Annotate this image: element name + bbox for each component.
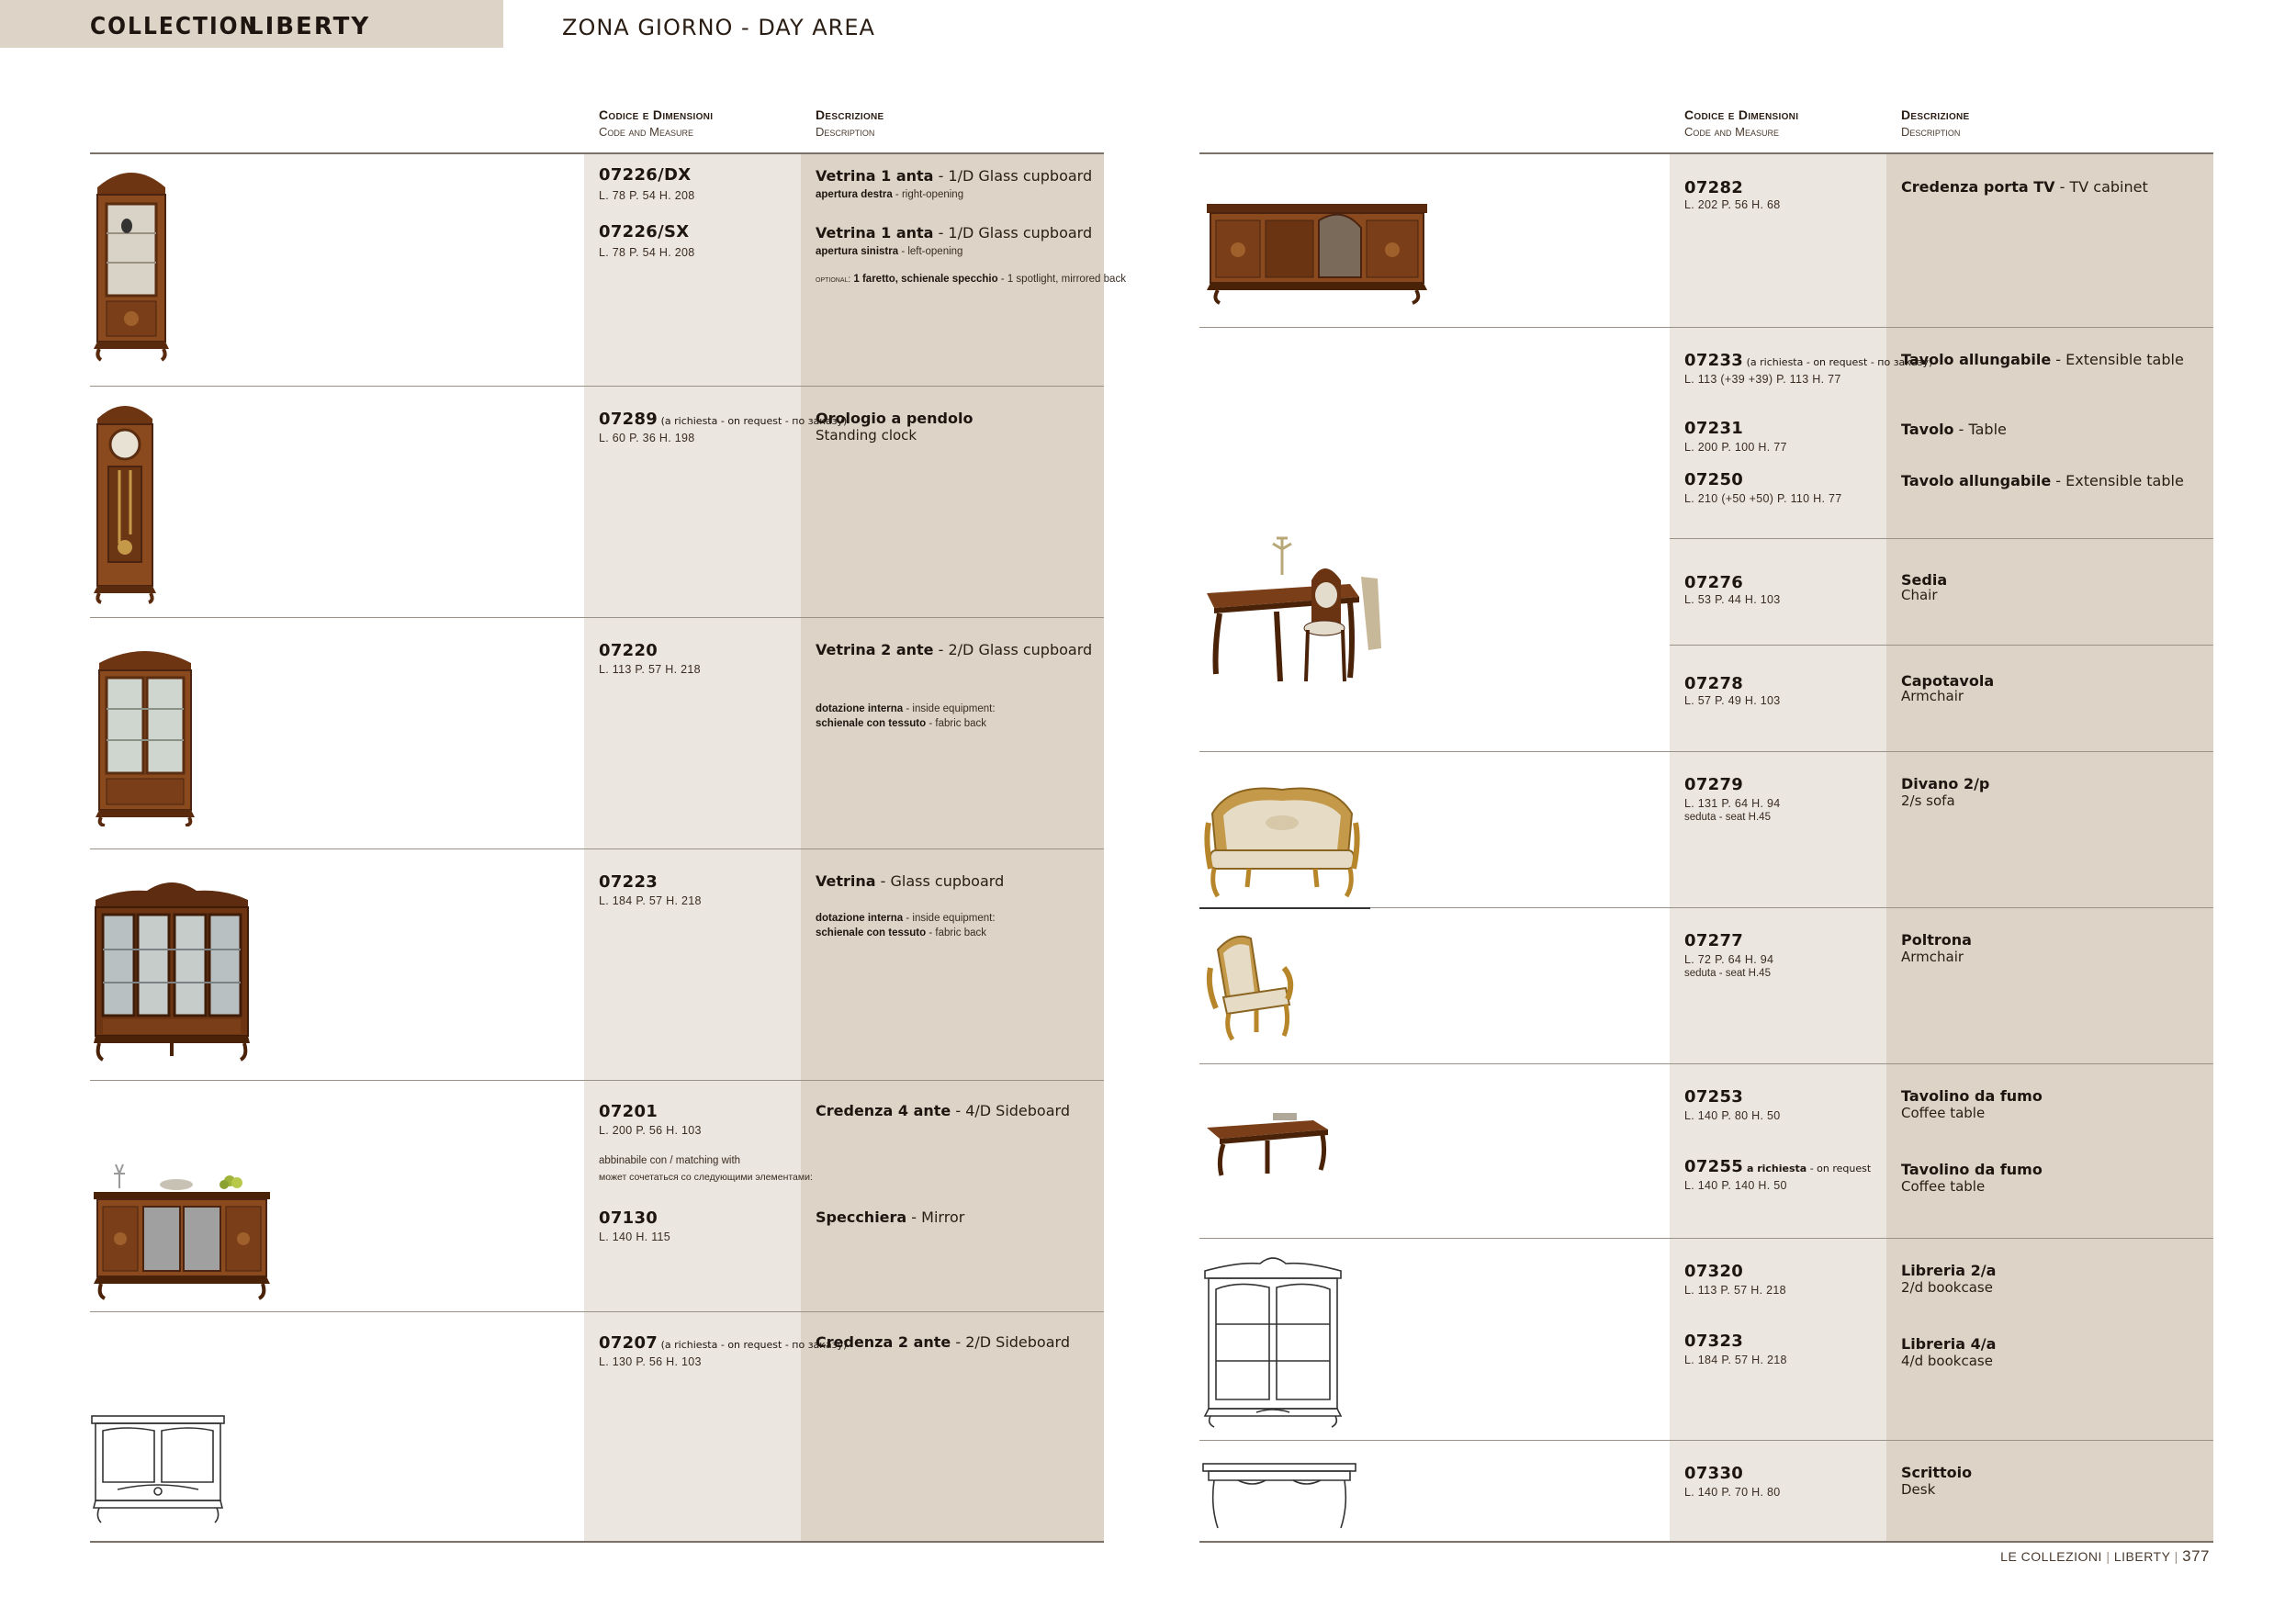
- left-bottom-rule: [90, 1541, 1104, 1543]
- product-code: 07255 a richiesta - on request: [1684, 1157, 1872, 1176]
- product-description: Tavolo allungabile - Extensible table: [1901, 472, 2184, 489]
- product-measure: L. 113 (+39 +39) P. 113 H. 77: [1684, 373, 1841, 386]
- page-number: 377: [2182, 1547, 2210, 1565]
- product-code: 07279: [1684, 775, 1744, 794]
- dining-table-illustration: [1203, 529, 1392, 696]
- product-code: 07130: [599, 1208, 658, 1228]
- seat-height: seduta - seat H.45: [1684, 812, 1771, 823]
- product-description: Tavolino da fumo Coffee table: [1901, 1161, 2043, 1195]
- product-description: Tavolo allungabile - Extensible table: [1901, 351, 2184, 368]
- product-measure: L. 78 P. 54 H. 208: [599, 189, 695, 202]
- product-code: 07253: [1684, 1087, 1744, 1107]
- product-description: Poltrona Armchair: [1901, 931, 1972, 965]
- product-measure: L. 53 P. 44 H. 103: [1684, 593, 1781, 606]
- product-measure: L. 57 P. 49 H. 103: [1684, 694, 1781, 707]
- right-bottom-rule: [1199, 1541, 2213, 1543]
- product-code: 07223: [599, 872, 658, 892]
- product-description: Credenza porta TV - TV cabinet: [1901, 178, 2148, 196]
- product-code: 07226/DX: [599, 165, 692, 185]
- product-measure: L. 140 P. 140 H. 50: [1684, 1179, 1787, 1192]
- vitrine-2-door-illustration: [94, 643, 197, 826]
- product-variant: apertura destra - right-opening: [816, 189, 964, 200]
- product-measure: L. 140 P. 80 H. 50: [1684, 1109, 1781, 1122]
- product-measure: L. 200 P. 100 H. 77: [1684, 441, 1787, 454]
- product-description: Tavolino da fumo Coffee table: [1901, 1087, 2043, 1121]
- product-measure: L. 60 P. 36 H. 198: [599, 432, 695, 444]
- left-desc-header: Descrizione Description: [816, 107, 884, 139]
- product-code: 07233 (a richiesta - on request - по заказу): [1684, 351, 1933, 370]
- row-separator: [90, 848, 1104, 849]
- row-separator: [1670, 538, 2213, 539]
- optional-note: optional: 1 faretto, schienale specchio - 1 spotlight, mirrored back: [816, 274, 1126, 285]
- armchair-illustration: [1205, 931, 1299, 1043]
- matching-note: abbinabile con / matching with: [599, 1155, 741, 1166]
- standing-clock-illustration: [92, 397, 158, 604]
- product-description: Capotavola Armchair: [1901, 672, 1995, 704]
- vitrine-1-door-illustration: [90, 160, 173, 362]
- row-separator: [90, 1311, 1104, 1312]
- product-code: 07201: [599, 1102, 658, 1121]
- product-measure: L. 200 P. 56 H. 103: [599, 1124, 702, 1137]
- product-variant: apertura sinistra - left-opening: [816, 246, 963, 257]
- vitrine-large-illustration: [92, 876, 252, 1065]
- matching-note-ru: может сочетаться со следующими элементами:: [599, 1172, 813, 1183]
- row-separator: [1199, 751, 2213, 752]
- equipment-note: schienale con tessuto - fabric back: [816, 718, 986, 729]
- product-measure: L. 131 P. 64 H. 94: [1684, 797, 1781, 810]
- product-code: 07289 (a richiesta - on request - по заказу): [599, 410, 848, 429]
- row-separator: [90, 617, 1104, 618]
- row-separator: [1670, 645, 2213, 646]
- product-code: 07250: [1684, 470, 1744, 489]
- product-measure: L. 130 P. 56 H. 103: [599, 1355, 702, 1368]
- product-measure: L. 202 P. 56 H. 68: [1684, 198, 1781, 211]
- coffee-table-illustration: [1203, 1109, 1332, 1179]
- product-code: 07330: [1684, 1464, 1744, 1483]
- bookcase-drawing: [1201, 1253, 1345, 1429]
- product-measure: L. 140 H. 115: [599, 1231, 671, 1243]
- product-code: 07231: [1684, 419, 1744, 438]
- product-code: 07278: [1684, 674, 1744, 693]
- row-separator: [1199, 327, 2213, 328]
- product-description: Vetrina - Glass cupboard: [816, 872, 1005, 890]
- product-code: 07226/SX: [599, 222, 690, 242]
- seat-height: seduta - seat H.45: [1684, 968, 1771, 979]
- equipment-note: dotazione interna - inside equipment:: [816, 703, 996, 714]
- product-measure: L. 184 P. 57 H. 218: [1684, 1354, 1787, 1366]
- image-rule: [1199, 907, 1370, 909]
- product-measure: L. 140 P. 70 H. 80: [1684, 1486, 1781, 1499]
- product-description: Vetrina 1 anta - 1/D Glass cupboard: [816, 167, 1093, 185]
- product-code: 07207 (a richiesta - on request - по заказу): [599, 1333, 848, 1353]
- product-description: Tavolo - Table: [1901, 421, 2007, 438]
- product-description: Credenza 2 ante - 2/D Sideboard: [816, 1333, 1070, 1351]
- product-code: 07282: [1684, 178, 1744, 197]
- product-description: Credenza 4 ante - 4/D Sideboard: [816, 1102, 1070, 1119]
- row-separator: [1199, 1063, 2213, 1064]
- product-description: Divano 2/p 2/s sofa: [1901, 775, 1990, 809]
- right-code-header: Codice e Dimensioni Code and Measure: [1684, 107, 1799, 139]
- footer-label: LE COLLEZIONI: [2000, 1549, 2102, 1564]
- product-code: 07276: [1684, 573, 1744, 592]
- sofa-illustration: [1203, 777, 1361, 900]
- product-measure: L. 184 P. 57 H. 218: [599, 894, 702, 907]
- product-description: Vetrina 2 ante - 2/D Glass cupboard: [816, 641, 1093, 658]
- right-desc-header: Descrizione Description: [1901, 107, 1970, 139]
- tv-cabinet-illustration: [1205, 200, 1429, 307]
- row-separator: [90, 1080, 1104, 1081]
- row-separator: [90, 386, 1104, 387]
- product-description: Libreria 2/a 2/d bookcase: [1901, 1262, 1997, 1296]
- page-footer: LE COLLEZIONI | LIBERTY | 377: [2000, 1547, 2210, 1565]
- product-description: Scrittoio Desk: [1901, 1464, 1973, 1498]
- product-code: 07323: [1684, 1332, 1744, 1351]
- product-description: Specchiera - Mirror: [816, 1208, 965, 1226]
- product-description: Sedia Chair: [1901, 571, 1948, 603]
- product-code: 07220: [599, 641, 658, 660]
- equipment-note: schienale con tessuto - fabric back: [816, 927, 986, 938]
- product-description: Vetrina 1 anta - 1/D Glass cupboard: [816, 224, 1093, 242]
- equipment-note: dotazione interna - inside equipment:: [816, 913, 996, 924]
- desk-drawing: [1201, 1460, 1357, 1532]
- collection-name: LIBERTY: [248, 13, 371, 40]
- product-measure: L. 72 P. 64 H. 94: [1684, 953, 1774, 966]
- product-measure: L. 78 P. 54 H. 208: [599, 246, 695, 259]
- left-code-header: Codice e Dimensioni Code and Measure: [599, 107, 714, 139]
- product-code: 07277: [1684, 931, 1744, 950]
- product-code: 07320: [1684, 1262, 1744, 1281]
- product-measure: L. 113 P. 57 H. 218: [599, 663, 701, 676]
- right-header-rule: [1199, 152, 2213, 154]
- product-measure: L. 113 P. 57 H. 218: [1684, 1284, 1786, 1297]
- footer-collection: LIBERTY: [2113, 1549, 2171, 1564]
- collection-label: COLLECTION: [90, 13, 260, 40]
- sideboard-4-door-illustration: [92, 1161, 272, 1300]
- row-separator: [1199, 1440, 2213, 1441]
- product-description: Orologio a pendolo Standing clock: [816, 410, 974, 444]
- zone-title: ZONA GIORNO - DAY AREA: [562, 15, 875, 40]
- row-separator: [1199, 1238, 2213, 1239]
- left-header-rule: [90, 152, 1104, 154]
- product-measure: L. 210 (+50 +50) P. 110 H. 77: [1684, 492, 1842, 505]
- product-description: Libreria 4/a 4/d bookcase: [1901, 1335, 1997, 1369]
- sideboard-2-door-drawing: [90, 1412, 226, 1524]
